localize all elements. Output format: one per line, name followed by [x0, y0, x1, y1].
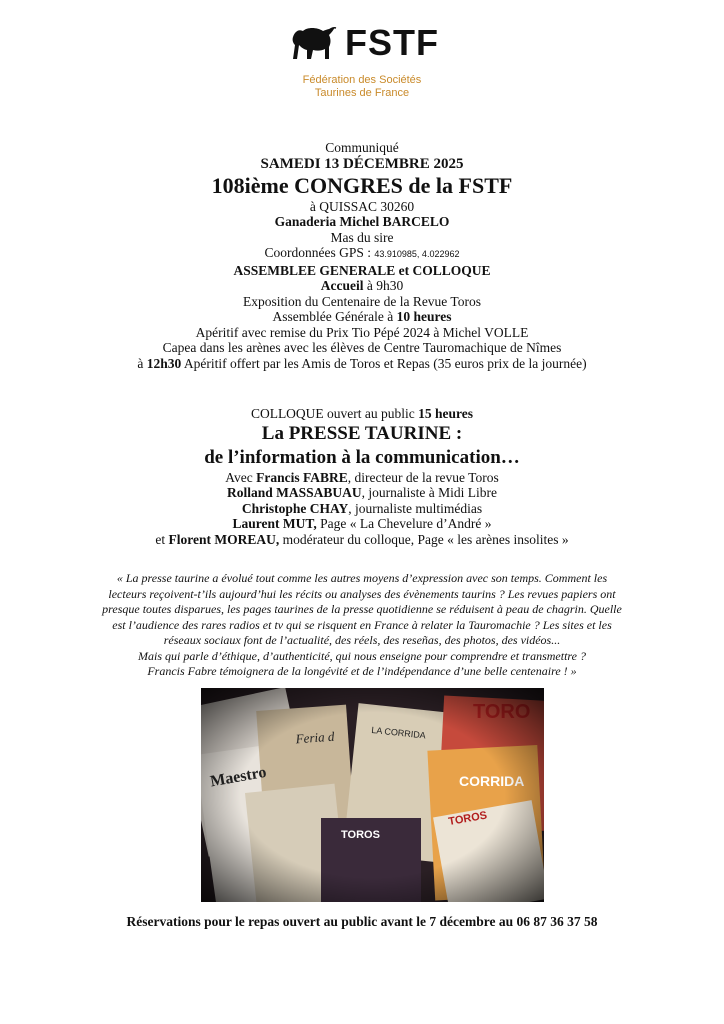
lunch-line: à 12h30 Apéritif offert par les Amis de Toros et Repas (35 euros prix de la journée): [137, 355, 587, 371]
colloque-intro: COLLOQUE ouvert au public 15 heures: [250, 406, 474, 421]
assembly-line: Assemblée Générale à 10 heures: [272, 309, 452, 324]
fstf-logo: [0, 22, 724, 100]
quote-block: [70, 571, 654, 680]
event-date: SAMEDI 13 DÉCEMBRE 2025: [260, 155, 464, 172]
event-place: Mas du sire: [330, 229, 394, 245]
speaker-line: Christophe CHAY, journaliste multimédias: [241, 500, 483, 516]
quote-line: presque toutes disparues, les pages taurines de la presse quotidienne se réduisent à peau de chagrin. Quelle: [102, 602, 622, 616]
colloque-title-2: de l’information à la communication…: [204, 446, 520, 468]
speaker-line: Rolland MASSABUAU, journaliste à Midi Libre: [227, 485, 497, 500]
colloque-section: [0, 406, 724, 547]
event-venue: Ganaderia Michel BARCELO: [274, 214, 450, 229]
gps-coordinates: Coordonnées GPS : 43.910985, 4.022962: [264, 245, 460, 260]
speaker-line: et Florent MOREAU, modérateur du colloque, Page « les arènes insolites »: [155, 531, 569, 547]
quote-line: Mais qui parle d’éthique, d’authenticité, qui nous enseigne pour comprendre et transmettre ?: [138, 648, 586, 663]
logo-text: FSTF: [345, 22, 439, 63]
aperitif-prize-line: Apéritif avec remise du Prix Tio Pépé 2024 à Michel VOLLE: [195, 324, 529, 340]
announcement: [0, 140, 724, 371]
federation-name: Fédération des Sociétés Taurines de France: [302, 74, 422, 99]
press-collage-illustration: [201, 688, 544, 902]
accueil-line: Accueil à 9h30: [320, 278, 404, 293]
event-location: à QUISSAC 30260: [309, 198, 415, 214]
quote-line: lecteurs reçoivent-t’ils aujourd’hui les récits ou analyses des évènements taurins ? Les revues papiers ont: [108, 586, 616, 601]
press-collage-photo: [201, 688, 544, 902]
colloque-title-1: La PRESSE TAURINE :: [261, 422, 463, 444]
event-title: 108ième CONGRES de la FSTF: [211, 172, 513, 198]
communique-label: Communiqué: [325, 140, 399, 155]
bull-icon: [289, 23, 337, 63]
quote-line: « La presse taurine a évolué tout comme les autres moyens d’expression avec son temps. Comment les: [116, 571, 608, 585]
quote-line: est l’audience des rares radios et tv qui se risquent en France à relater la Tauromachie ? Les sites et les: [112, 617, 612, 632]
assembly-heading: ASSEMBLEE GENERALE et COLLOQUE: [233, 262, 491, 278]
quote-line: Francis Fabre témoignera de la longévité et de l’indépendance d’une belle centenaire ! »: [147, 664, 577, 678]
speakers-list: [0, 470, 724, 548]
quote-line: réseaux sociaux font de l’actualité, des réels, des reseñas, des photos, des vidéos...: [163, 633, 561, 647]
reservation-footer: Réservations pour le repas ouvert au public avant le 7 décembre au 06 87 36 37 58: [126, 914, 598, 929]
capea-line: Capea dans les arènes avec les élèves de Centre Tauromachique de Nîmes: [162, 340, 562, 355]
speaker-line: Avec Francis FABRE, directeur de la revue Toros: [225, 469, 499, 485]
speaker-line: Laurent MUT, Page « La Chevelure d’André »: [232, 516, 492, 531]
expo-line: Exposition du Centenaire de la Revue Toros: [242, 293, 481, 309]
